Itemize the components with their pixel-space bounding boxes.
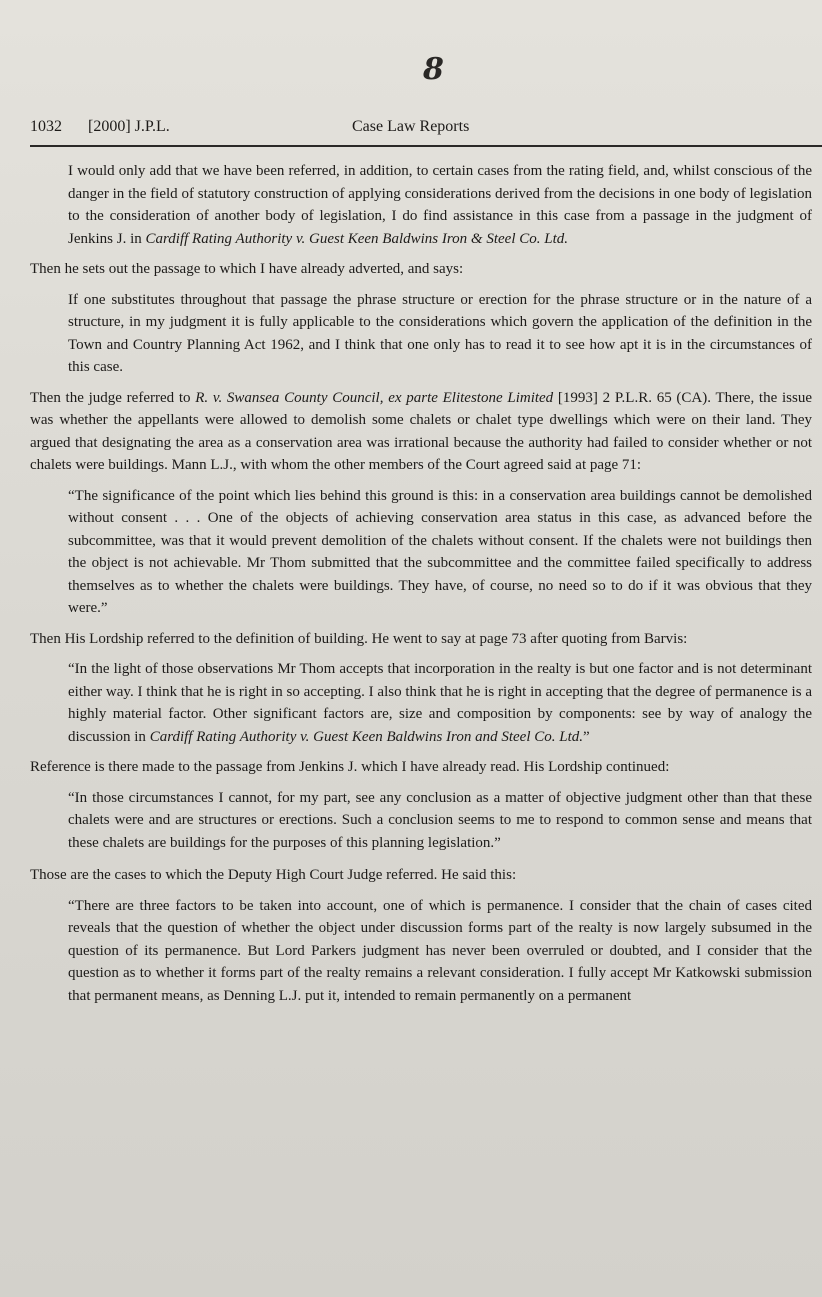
- paragraph: Then he sets out the passage to which I have already adverted, and says:: [30, 261, 464, 277]
- quoted-paragraph: “In those circumstances I cannot, for my part, see any conclusion as a matter of objective judgment other than that these chalets were and are structures or erections. Such a conclusion seems to me to respond to common sense and means that these chalets are buildings for the purposes of this planning legislation.”: [68, 789, 812, 851]
- case-name: Cardiff Rating Authority v. Guest Keen Baldwins Iron and Steel Co. Ltd.: [149, 728, 584, 745]
- paragraph: Then the judge referred to R. v. Swansea County Council, ex parte Elitestone Limited [1993] 2 P.L.R. 65 (CA). There, the issue was whether the appellants were allowed to demolish some chalets or chalet type dwellings which were on their land. They argued that designating the area as a conservation area was irrational because the authority had failed to consider whether or not chalets were buildings. Mann L.J., with whom the other members of the Court agreed said at page 71:: [30, 389, 812, 473]
- folio-mark: 8: [423, 52, 444, 87]
- paragraph: Those are the cases to which the Deputy High Court Judge referred. He said this:: [30, 867, 517, 883]
- case-name: Cardiff Rating Authority v. Guest Keen Baldwins Iron & Steel Co. Ltd.: [145, 230, 568, 247]
- paragraph: Then His Lordship referred to the definition of building. He went to say at page 73 after quoting from Barvis:: [30, 630, 688, 647]
- case-name: R. v. Swansea County Council, ex parte Elitestone Limited: [195, 389, 554, 406]
- quoted-paragraph: I would only add that we have been referred, in addition, to certain cases from the rating field, and, whilst conscious of the danger in the field of statutory construction of applying considerations derived from the decisions in one body of legislation to the consideration of another body of legislation, I do find assistance in this case from a passage in the judgment of Jenkins J. in Cardiff Rating Authority v. Guest Keen Baldwins Iron & Steel Co. Ltd.: [68, 163, 812, 247]
- quoted-paragraph: “The significance of the point which lies behind this ground is this: in a conservation area buildings cannot be demolished without consent . . . One of the objects of achieving conservation area status in this case, as advanced before the subcommittee, was that it would prevent demolition of the chalets without consent. If the chalets were not buildings then the object is not achievable. Mr Thom submitted that the subcommittee and the committee failed specifically to address themselves as to whether the chalets were buildings. They have, of course, no need so to do if it was obvious that they were.”: [68, 487, 812, 616]
- report-body: [30, 160, 812, 1015]
- page-number: 1032: [30, 118, 62, 135]
- quoted-paragraph: “There are three factors to be taken into account, one of which is permanence. I consider that the chain of cases cited reveals that the question of whether the object under discussion forms part of the realty is now largely subsumed in the question of its permanence. But Lord Parkers judgment has never been overruled or doubted, and I consider that the question as to whether it forms part of the realty remains a relevant consideration. I fully accept Mr Katkowski submission that permanent means, as Denning L.J. put it, intended to remain permanently on a permanent: [68, 897, 812, 1004]
- citation: [2000] J.P.L.: [88, 118, 170, 135]
- header-rule: [30, 145, 822, 147]
- quoted-paragraph: If one substitutes throughout that passage the phrase structure or erection for the phrase structure or in the nature of a structure, in my judgment it is fully applicable to the considerations which govern the application of the definition in the Town and Country Planning Act 1962, and I think that one only has to read it to see how apt it is in the circumstances of this case.: [68, 291, 812, 375]
- paragraph: Reference is there made to the passage from Jenkins J. which I have already read. His Lordship continued:: [30, 759, 670, 775]
- running-header: [30, 118, 820, 140]
- quoted-paragraph: “In the light of those observations Mr Thom accepts that incorporation in the realty is but one factor and is not determinant either way. I think that he is right in so accepting. I also think that he is right in accepting that the degree of permanence is a highly material factor. Other significant factors are, size and composition by components: see by way of analogy the discussion in Cardiff Rating Authority v. Guest Keen Baldwins Iron and Steel Co. Ltd.”: [68, 661, 812, 745]
- running-title: Case Law Reports: [352, 118, 470, 135]
